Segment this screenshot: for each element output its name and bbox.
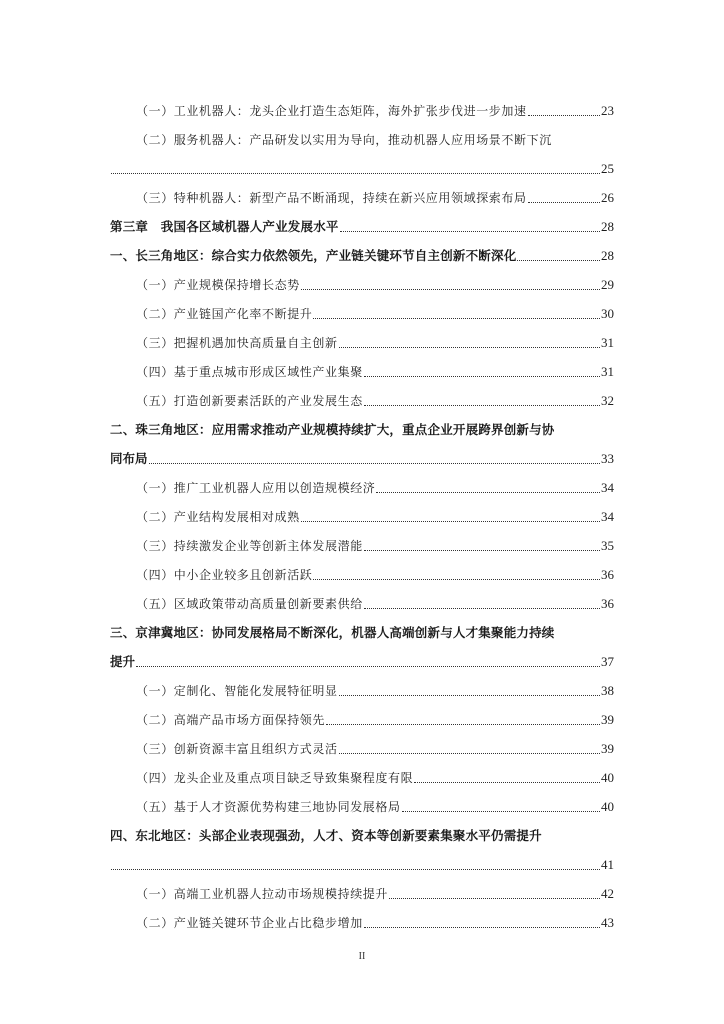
toc-entry[interactable] [110, 757, 614, 786]
toc-entry-title-continued: 同布局 [110, 451, 148, 466]
toc-entry-title: （五）打造创新要素活跃的产业发展生态 [136, 394, 363, 408]
toc-entry[interactable] [110, 670, 614, 699]
toc-section-entry[interactable] [110, 815, 614, 873]
toc-entry-title: 一、长三角地区：综合实力依然领先，产业链关键环节自主创新不断深化 [110, 248, 517, 263]
dot-leader [364, 602, 600, 609]
toc-entry-title: （一）工业机器人：龙头企业打造生态矩阵，海外扩张步伐进一步加速 [136, 104, 527, 118]
toc-entry-page: 35 [601, 538, 614, 553]
toc-entry[interactable] [110, 786, 614, 815]
toc-entry-title: 三、京津冀地区：协同发展格局不断深化，机器人高端创新与人才集聚能力持续 [110, 625, 555, 640]
dot-leader [136, 660, 600, 667]
toc-entry-page: 37 [601, 654, 614, 669]
toc-entry-page: 31 [601, 364, 614, 379]
dot-leader [339, 689, 600, 696]
toc-entry-page: 40 [601, 799, 614, 814]
toc-section-entry[interactable] [110, 409, 614, 467]
toc-entry-page: 38 [601, 683, 614, 698]
dot-leader [528, 109, 600, 116]
toc-entry-page: 34 [601, 509, 614, 524]
toc-entry-title: （二）服务机器人：产品研发以实用为导向，推动机器人应用场景不断下沉 [136, 133, 552, 147]
toc-entry-page: 29 [601, 277, 614, 292]
toc-entry-page: 28 [601, 248, 614, 263]
dot-leader [149, 457, 600, 464]
toc-entry-title: （一）高端工业机器人拉动市场规模持续提升 [136, 887, 389, 901]
dot-leader [364, 921, 600, 928]
dot-leader [313, 312, 600, 319]
toc-entry-title: （二）产业链关键环节企业占比稳步增加 [136, 916, 363, 930]
toc-chapter-entry[interactable] [110, 206, 614, 235]
toc-entry-page: 39 [601, 741, 614, 756]
toc-entry-title: （二）产业链国产化率不断提升 [136, 307, 313, 321]
toc-entry-page: 36 [601, 596, 614, 611]
dot-leader [364, 544, 600, 551]
toc-entry-title: （四）中小企业较多且创新活跃 [136, 568, 313, 582]
toc-entry-page: 43 [601, 915, 614, 930]
dot-leader [517, 254, 600, 261]
toc-entry-title: （三）把握机遇加快高质量自主创新 [136, 336, 338, 350]
dot-leader [111, 167, 600, 174]
table-of-contents [110, 90, 614, 931]
dot-leader [414, 776, 600, 783]
toc-entry-title: （四）基于重点城市形成区域性产业集聚 [136, 365, 363, 379]
toc-entry[interactable] [110, 90, 614, 119]
dot-leader [339, 341, 600, 348]
toc-entry[interactable] [110, 873, 614, 902]
toc-entry-page: 23 [601, 103, 614, 118]
toc-entry-page: 42 [601, 886, 614, 901]
toc-entry-title: （五）基于人才资源优势构建三地协同发展格局 [136, 800, 401, 814]
dot-leader [376, 486, 600, 493]
dot-leader [528, 196, 600, 203]
toc-entry-title: （四）龙头企业及重点项目缺乏导致集聚程度有限 [136, 771, 414, 785]
toc-entry-title: （五）区域政策带动高质量创新要素供给 [136, 597, 363, 611]
toc-entry[interactable] [110, 177, 614, 206]
dot-leader [111, 863, 600, 870]
toc-entry-page: 30 [601, 306, 614, 321]
dot-leader [389, 892, 600, 899]
toc-entry-title: （三）创新资源丰富且组织方式灵活 [136, 742, 338, 756]
toc-entry[interactable] [110, 728, 614, 757]
toc-entry[interactable] [110, 583, 614, 612]
toc-entry-page: 33 [601, 451, 614, 466]
toc-section-entry[interactable] [110, 612, 614, 670]
toc-entry-title: （一）推广工业机器人应用以创造规模经济 [136, 481, 376, 495]
page-number: II [358, 951, 366, 962]
toc-entry[interactable] [110, 322, 614, 351]
toc-entry[interactable] [110, 699, 614, 728]
toc-entry-title: （三）持续激发企业等创新主体发展潜能 [136, 539, 363, 553]
dot-leader [301, 515, 600, 522]
dot-leader [364, 399, 600, 406]
dot-leader [340, 225, 600, 232]
toc-entry[interactable] [110, 380, 614, 409]
toc-entry-page: 26 [601, 190, 614, 205]
toc-entry[interactable] [110, 351, 614, 380]
toc-entry[interactable] [110, 119, 614, 177]
toc-entry-title: 二、珠三角地区：应用需求推动产业规模持续扩大，重点企业开展跨界创新与协 [110, 422, 555, 437]
toc-entry-page: 41 [601, 857, 614, 872]
dot-leader [402, 805, 600, 812]
toc-entry-title: （二）高端产品市场方面保持领先 [136, 713, 326, 727]
toc-entry-page: 32 [601, 393, 614, 408]
toc-entry-page: 28 [601, 219, 614, 234]
toc-section-entry[interactable] [110, 235, 614, 264]
dot-leader [326, 718, 600, 725]
dot-leader [364, 370, 600, 377]
dot-leader [301, 283, 600, 290]
toc-entry[interactable] [110, 902, 614, 931]
toc-entry[interactable] [110, 554, 614, 583]
toc-entry-page: 39 [601, 712, 614, 727]
toc-entry[interactable] [110, 496, 614, 525]
toc-entry[interactable] [110, 293, 614, 322]
toc-entry-page: 36 [601, 567, 614, 582]
toc-entry-page: 31 [601, 335, 614, 350]
toc-entry-page: 25 [601, 161, 614, 176]
toc-entry-title: （一）产业规模保持增长态势 [136, 278, 300, 292]
toc-entry-title: （二）产业结构发展相对成熟 [136, 510, 300, 524]
toc-entry[interactable] [110, 525, 614, 554]
toc-entry-title: 四、东北地区：头部企业表现强劲，人才、资本等创新要素集聚水平仍需提升 [110, 828, 542, 843]
toc-entry-page: 40 [601, 770, 614, 785]
toc-entry-title-continued: 提升 [110, 654, 136, 669]
dot-leader [313, 573, 600, 580]
dot-leader [339, 747, 600, 754]
toc-entry-title: 第三章 我国各区域机器人产业发展水平 [110, 219, 339, 234]
toc-entry-page: 34 [601, 480, 614, 495]
toc-entry-title: （三）特种机器人：新型产品不断涌现，持续在新兴应用领域探索布局 [136, 191, 527, 205]
toc-entry-title: （一）定制化、智能化发展特征明显 [136, 684, 338, 698]
toc-entry[interactable] [110, 264, 614, 293]
toc-entry[interactable] [110, 467, 614, 496]
